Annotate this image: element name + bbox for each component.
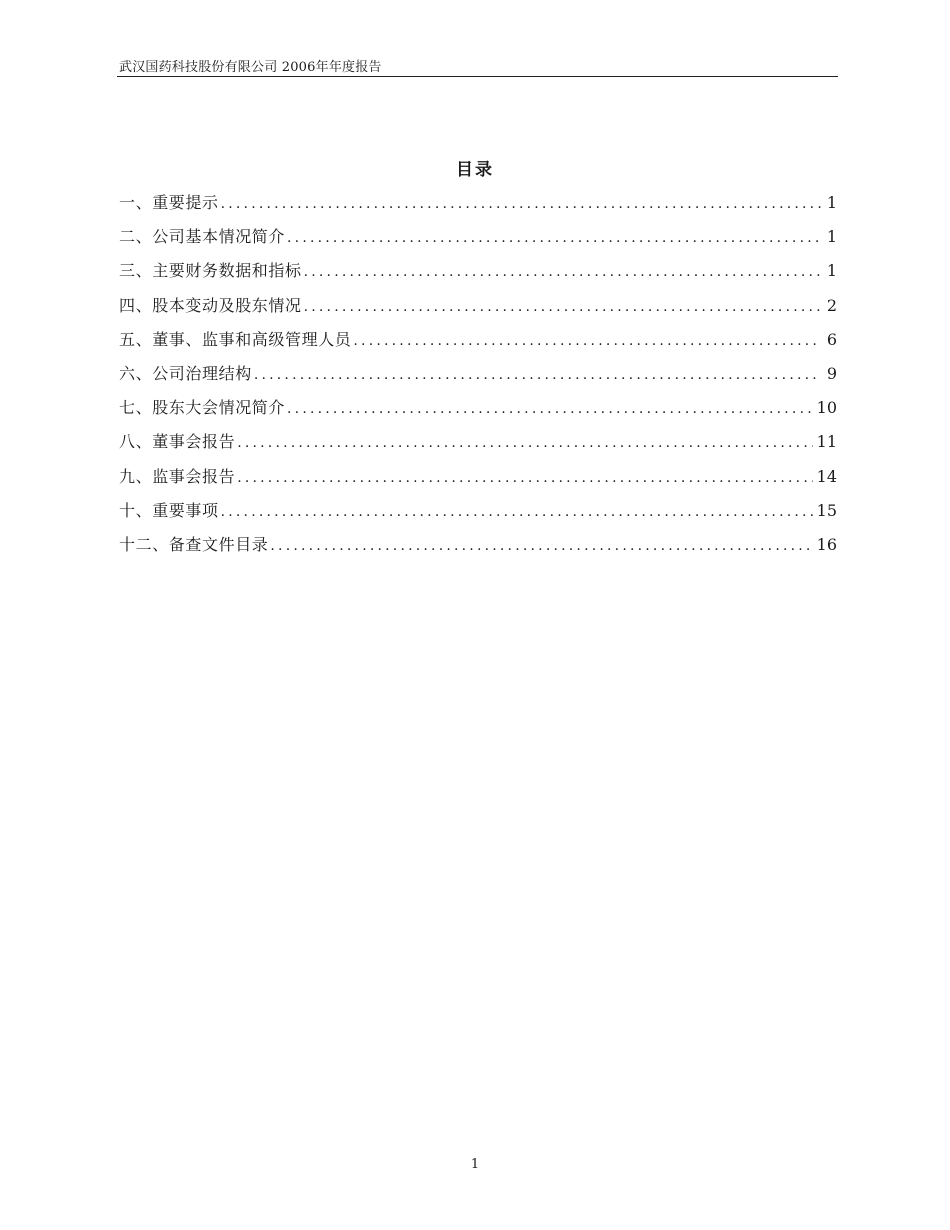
dot-leader xyxy=(221,504,813,520)
toc-entry[interactable] xyxy=(119,224,837,258)
dot-leader xyxy=(254,367,821,383)
dot-leader xyxy=(270,538,812,554)
toc-entry-label: 十、重要事项 xyxy=(119,500,219,520)
toc-entry[interactable] xyxy=(119,498,837,532)
dot-leader xyxy=(353,333,821,349)
toc-entry-page: 1 xyxy=(826,261,837,281)
dot-leader xyxy=(304,299,821,315)
toc-entry-page: 15 xyxy=(816,500,837,520)
toc-entry-page: 16 xyxy=(816,534,837,554)
toc-entry-label: 六、公司治理结构 xyxy=(119,363,252,383)
page-number: 1 xyxy=(470,1157,480,1172)
toc-entry[interactable] xyxy=(119,190,837,224)
toc-entry[interactable] xyxy=(119,327,837,361)
toc-entry-label: 三、主要财务数据和指标 xyxy=(119,261,302,281)
page-header xyxy=(117,55,838,77)
toc-entry-label: 十二、备查文件目录 xyxy=(119,534,269,554)
toc-entry-page: 11 xyxy=(816,432,837,452)
toc-entry[interactable] xyxy=(119,532,837,566)
toc-entry-label: 七、股东大会情况简介 xyxy=(119,398,286,418)
toc-entry-label: 二、公司基本情况简介 xyxy=(119,227,286,247)
toc-entry[interactable] xyxy=(119,293,837,327)
toc-entry-page: 2 xyxy=(826,295,837,315)
toc-entry-label: 八、董事会报告 xyxy=(119,432,236,452)
dot-leader xyxy=(304,264,821,280)
dot-leader xyxy=(287,230,821,246)
toc-entry-label: 四、股本变动及股东情况 xyxy=(119,295,302,315)
dot-leader xyxy=(237,470,812,486)
toc-entry[interactable] xyxy=(119,429,837,463)
toc-entry-page: 14 xyxy=(816,466,837,486)
dot-leader xyxy=(237,435,812,451)
dot-leader xyxy=(221,196,821,212)
header-title: 武汉国药科技股份有限公司 2006年年度报告 xyxy=(119,60,382,75)
toc-entry-label: 五、董事、监事和高级管理人员 xyxy=(119,329,352,349)
toc-entry-page: 1 xyxy=(826,193,837,212)
toc-entry[interactable] xyxy=(119,464,837,498)
toc-entry-page: 10 xyxy=(816,398,837,418)
dot-leader xyxy=(287,401,813,417)
toc-entry-label: 一、重要提示 xyxy=(119,193,219,212)
toc-entry-page: 6 xyxy=(826,329,837,349)
table-of-contents xyxy=(119,190,837,566)
toc-entry[interactable] xyxy=(119,258,837,292)
toc-entry[interactable] xyxy=(119,395,837,429)
toc-title: 目录 xyxy=(456,160,494,180)
toc-entry[interactable] xyxy=(119,361,837,395)
toc-entry-page: 1 xyxy=(826,227,837,247)
toc-entry-label: 九、监事会报告 xyxy=(119,466,236,486)
toc-entry-page: 9 xyxy=(826,363,837,383)
